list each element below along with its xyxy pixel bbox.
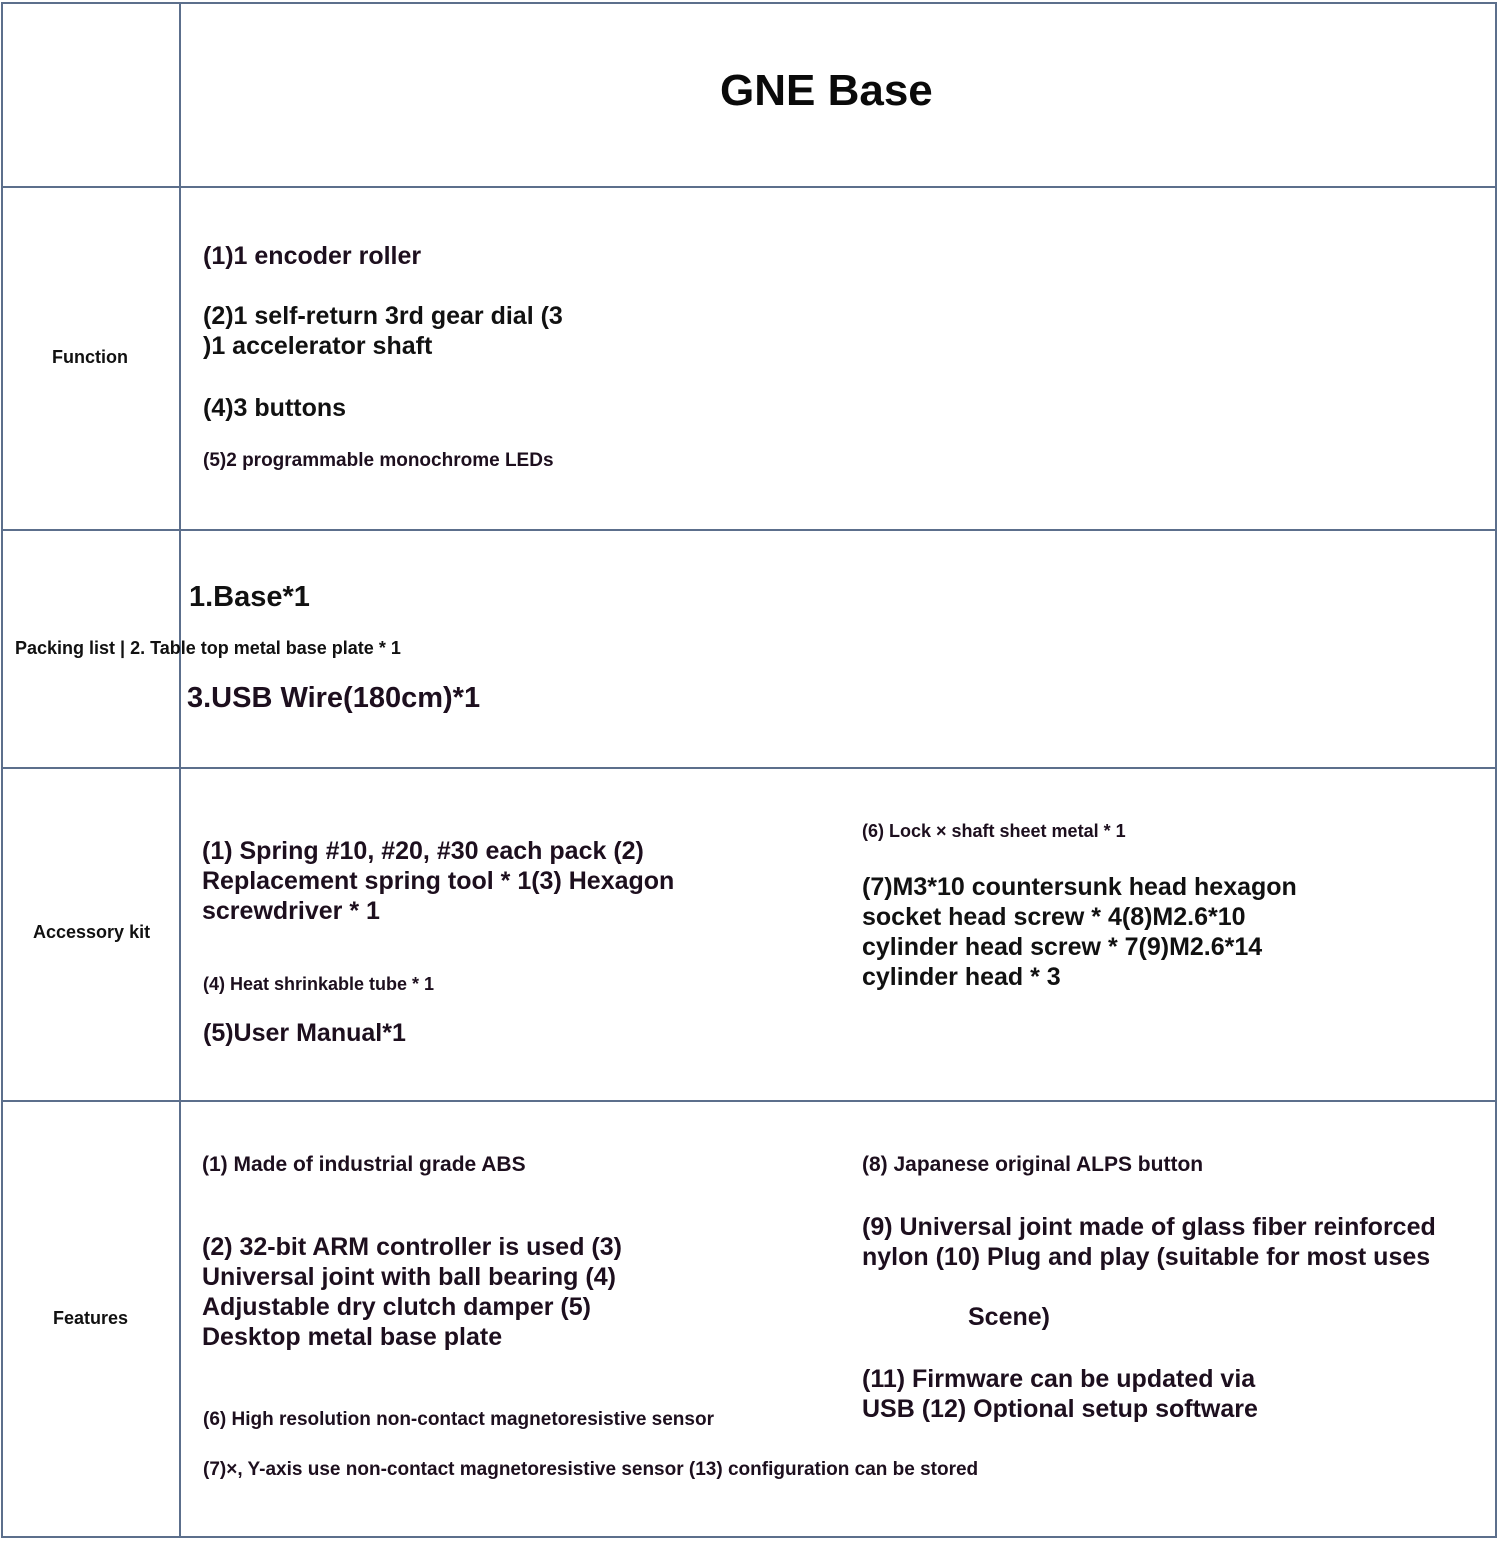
function-item: (5)2 programmable monochrome LEDs — [203, 450, 554, 471]
accessory-label: Accessory kit — [33, 922, 151, 942]
function-item: (2)1 self-return 3rd gear dial (3 )1 accelerator shaft — [203, 302, 563, 360]
features-label: Features — [53, 1308, 129, 1328]
row-divider — [1, 1100, 1497, 1102]
feature-item: Scene) — [968, 1303, 1050, 1331]
packing-item: 3.USB Wire(180cm)*1 — [187, 682, 481, 714]
packing-item: 1.Base*1 — [189, 581, 310, 613]
feature-item: (2) 32-bit ARM controller is used (3) Universal joint with ball bearing (4) Adjustable dry clutch damper (5) Desktop metal base plate — [202, 1233, 622, 1351]
row-divider — [1, 186, 1497, 188]
accessory-item: (5)User Manual*1 — [203, 1019, 406, 1047]
feature-item: (9) Universal joint made of glass fiber reinforced nylon (10) Plug and play (suitable for most uses — [862, 1213, 1436, 1271]
function-label: Function — [52, 347, 128, 367]
accessory-item: (1) Spring #10, #20, #30 each pack (2) Replacement spring tool * 1(3) Hexagon screwdriver * 1 — [202, 837, 675, 925]
packing-label: Packing list | 2. Table top metal base plate * 1 — [15, 638, 401, 658]
accessory-item: (6) Lock × shaft sheet metal * 1 — [862, 821, 1126, 841]
page-title: GNE Base — [720, 66, 933, 115]
accessory-item: (7)M3*10 countersunk head hexagon socket head screw * 4(8)M2.6*10 cylinder head screw * 7(9)M2.6*14 cylinder head * 3 — [862, 873, 1297, 991]
function-item: (1)1 encoder roller — [203, 242, 422, 270]
column-divider — [179, 2, 181, 1538]
row-divider — [1, 767, 1497, 769]
feature-item: (6) High resolution non-contact magnetoresistive sensor — [203, 1409, 714, 1430]
accessory-item: (4) Heat shrinkable tube * 1 — [203, 974, 435, 994]
feature-item: (8) Japanese original ALPS button — [862, 1153, 1204, 1176]
function-item: (4)3 buttons — [203, 394, 347, 422]
feature-item: (7)×, Y-axis use non-contact magnetoresistive sensor (13) configuration can be stored — [203, 1459, 979, 1480]
feature-item: (1) Made of industrial grade ABS — [202, 1153, 526, 1176]
row-divider — [1, 529, 1497, 531]
feature-item: (11) Firmware can be updated via USB (12) Optional setup software — [862, 1365, 1258, 1423]
